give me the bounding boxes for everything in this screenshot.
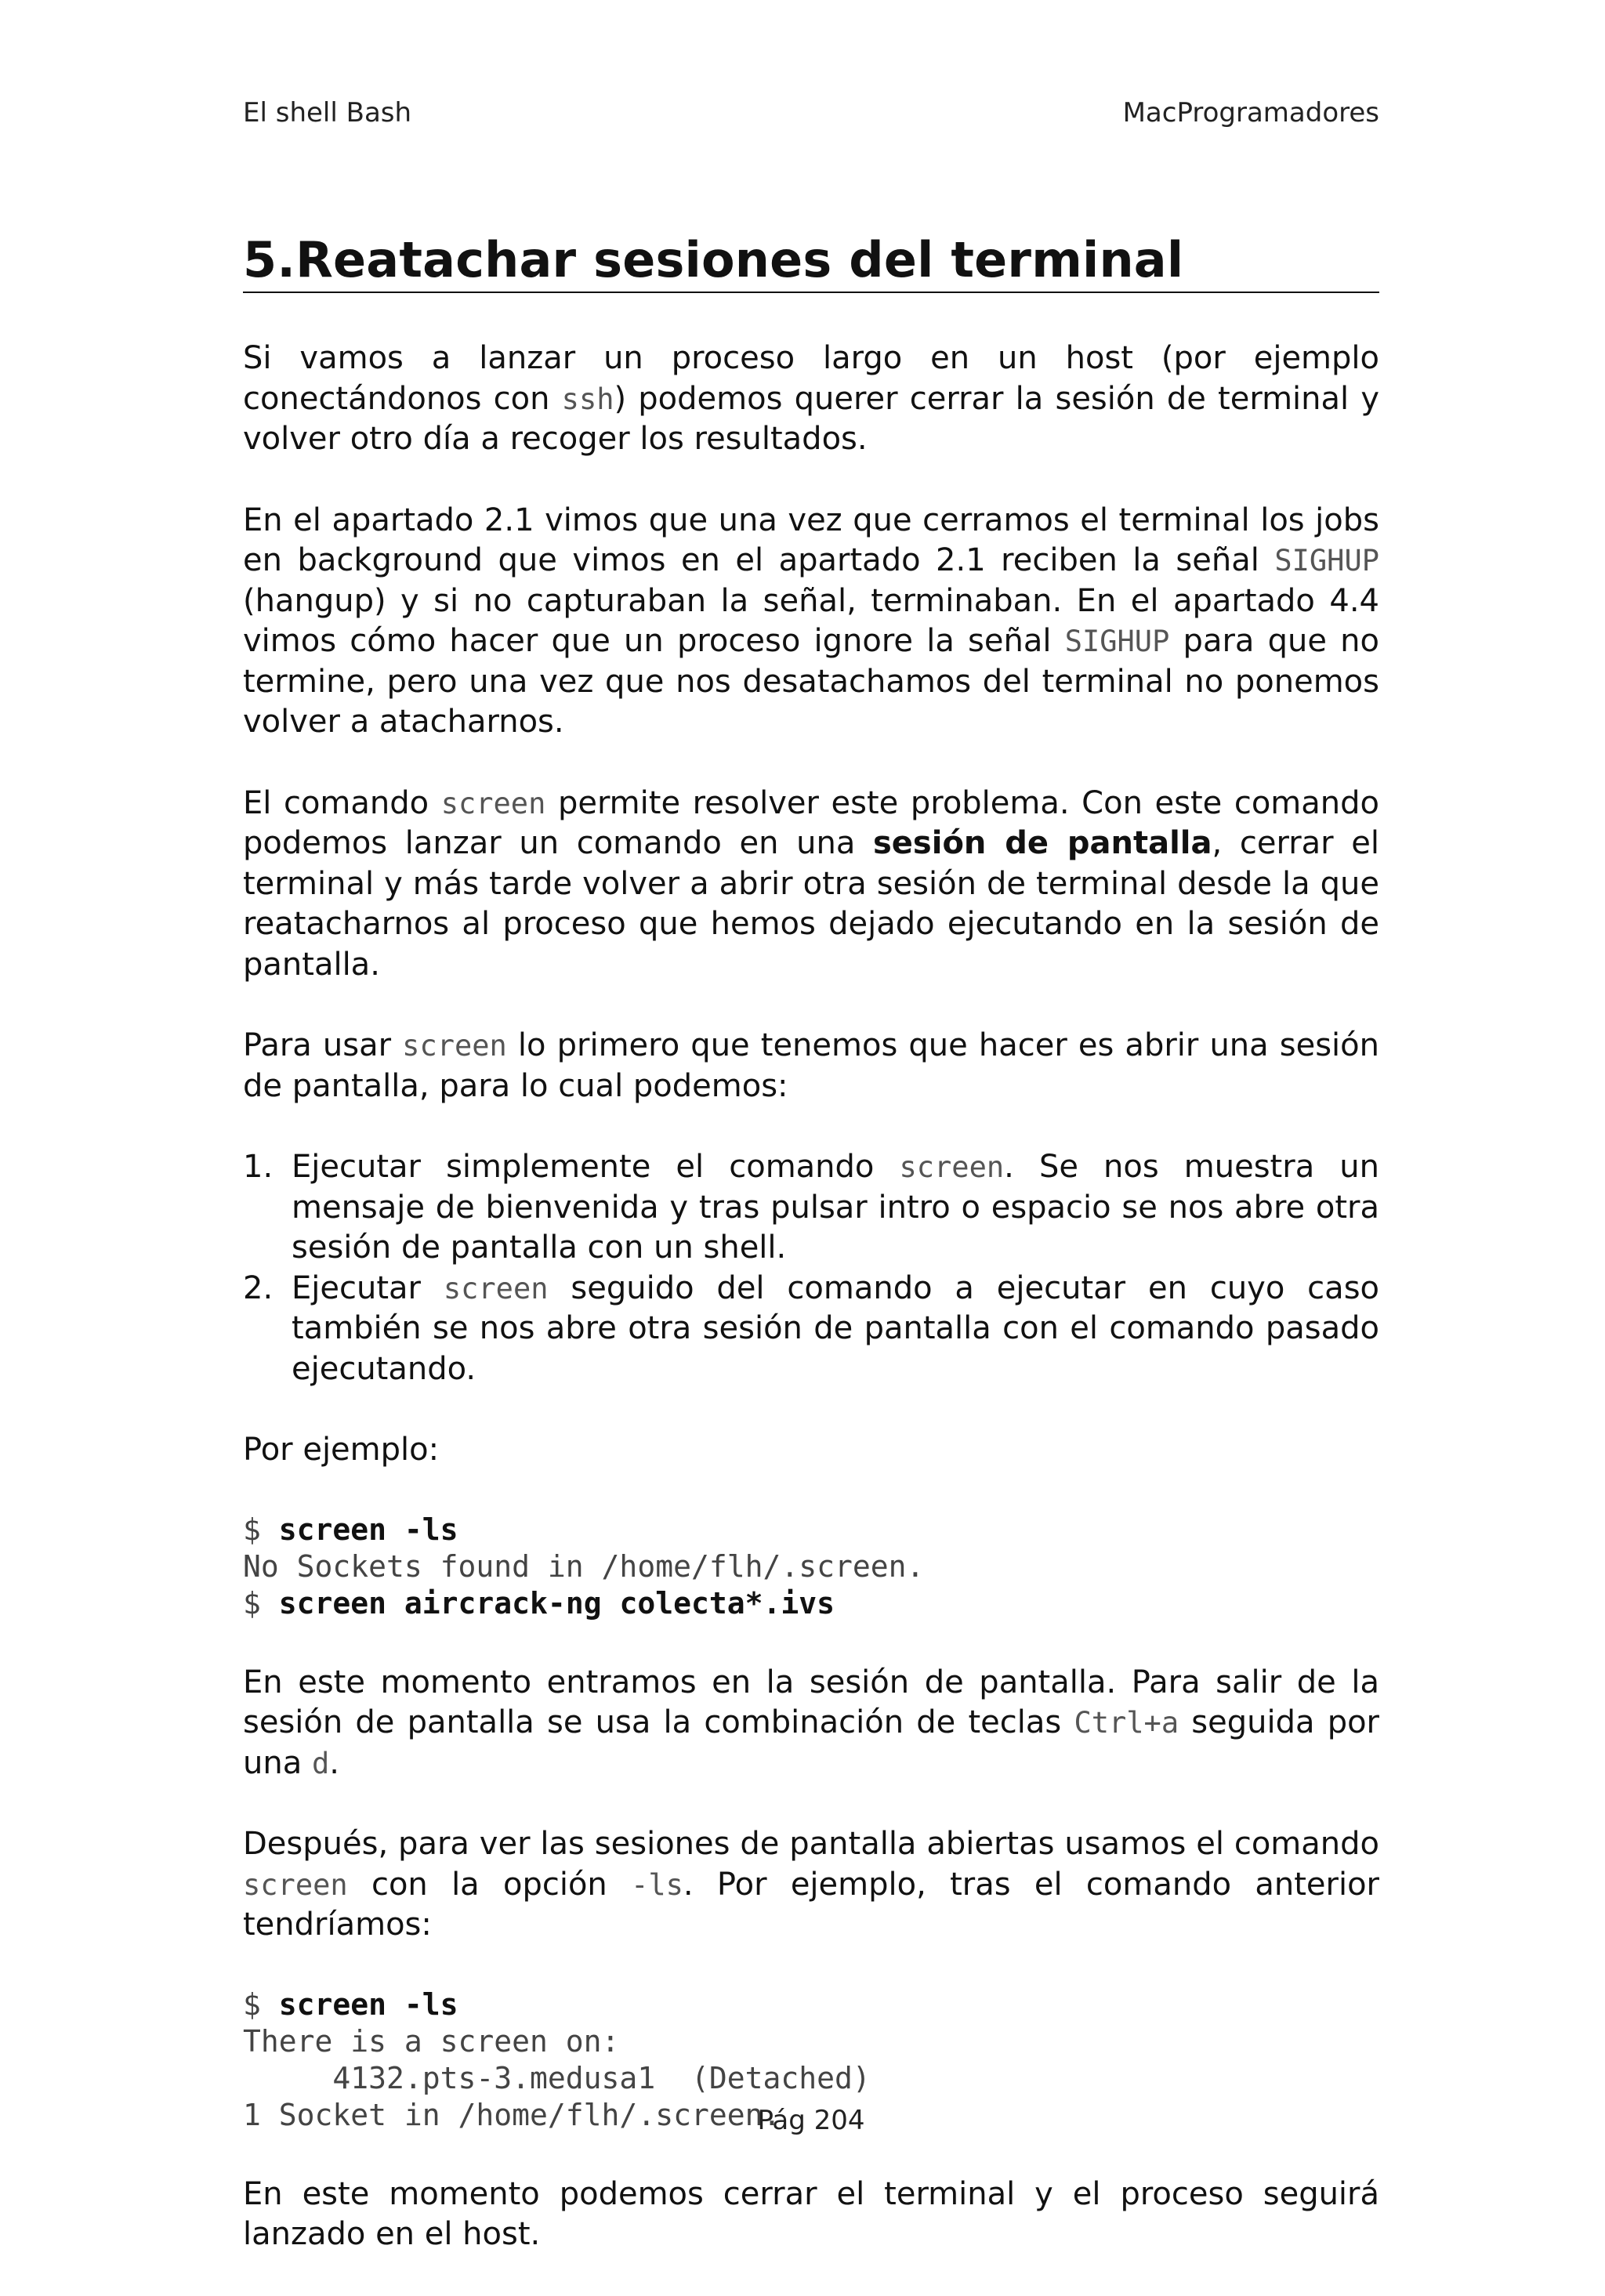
text: Ejecutar simplemente el comando (292, 1149, 900, 1185)
text: lo primero que tenemos que hacer es abrir una sesión de pantalla, para lo cual podemos: (243, 1027, 1379, 1104)
paragraph-1 (243, 339, 1379, 460)
paragraph-8: En este momento podemos cerrar el terminal y el proceso seguirá lanzado en el host. (243, 2175, 1379, 2252)
paragraph-2 (243, 501, 1379, 743)
text: . (329, 1744, 339, 1781)
text: Después, para ver las sesiones de pantalla abiertas usamos el comando (243, 1826, 1379, 1862)
prompt: $ (243, 1986, 279, 2022)
text: . Se nos muestra un mensaje de bienvenida y tras pulsar intro o espacio se nos abre otra sesión de pantalla con un shell. (292, 1149, 1379, 1266)
header-right: MacProgramadores (1122, 97, 1379, 129)
inline-code: screen (443, 1271, 549, 1306)
text: (hangup) y si no capturaban la señal, terminaban. En el apartado 4.4 vimos cómo hacer que un proceso ignore la señal (243, 582, 1379, 659)
paragraph-5: Por ejemplo: (243, 1432, 440, 1468)
text: , cerrar el terminal y más tarde volver a abrir otra sesión de terminal desde la que reatacharnos al proceso que hemos dejado ejecutando en la sesión de pantalla. (243, 825, 1379, 983)
text: El comando (243, 784, 441, 821)
inline-code: Ctrl+a (1074, 1706, 1179, 1740)
page-header (243, 97, 1379, 129)
paragraph-6 (243, 1663, 1379, 1784)
text: permite resolver este problema. Con este comando podemos lanzar un comando en una (243, 784, 1379, 861)
text: seguido del comando a ejecutar en cuyo caso también se nos abre otra sesión de pantalla con el comando pasado ejecutando. (292, 1269, 1380, 1387)
text: seguida por una (243, 1704, 1379, 1781)
header-left: El shell Bash (243, 97, 412, 129)
prompt: $ (243, 1585, 279, 1621)
inline-code: screen (243, 1867, 348, 1902)
list-item (243, 1147, 1379, 1269)
text: En este momento entramos en la sesión de pantalla. Para salir de la sesión de pantalla se usa la combinación de teclas (243, 1664, 1379, 1740)
text: Para usar (243, 1027, 403, 1063)
inline-code: ssh (561, 382, 614, 416)
output: 1 Socket in /home/flh/.screen. (243, 2097, 781, 2132)
output: No Sockets found in /home/flh/.screen. (243, 1548, 925, 1584)
paragraph-7 (243, 1824, 1379, 1946)
paragraph-4 (243, 1026, 1379, 1106)
text: Ejecutar (292, 1269, 444, 1306)
text: Si vamos a lanzar un proceso largo en un host (por ejemplo conectándonos con (243, 340, 1379, 417)
inline-code: screen (899, 1150, 1005, 1184)
prompt: $ (243, 1512, 279, 1547)
page-content (243, 339, 1379, 2296)
section-title: 5.Reatachar sesiones del terminal (243, 230, 1379, 293)
bold-term: sesión de pantalla (872, 825, 1212, 861)
list-number: 2. (243, 1269, 274, 1306)
inline-code: screen (440, 786, 546, 820)
list-item (243, 1269, 1379, 1390)
text: . Por ejemplo, tras el comando anterior tendríamos: (243, 1866, 1379, 1943)
output: 4132.pts-3.medusa1 (Detached) (243, 2060, 871, 2095)
inline-code: SIGHUP (1064, 625, 1170, 658)
text: para que no termine, pero una vez que nos desatachamos del terminal no ponemos volver a atacharnos. (243, 623, 1379, 740)
inline-code: -ls (631, 1867, 683, 1902)
command: screen aircrack-ng colecta*.ivs (278, 1585, 835, 1621)
list-number: 1. (243, 1149, 274, 1185)
numbered-list (243, 1147, 1379, 1389)
paragraph-3 (243, 784, 1379, 986)
command: screen -ls (278, 1986, 458, 2022)
command: screen -ls (278, 1512, 458, 1547)
inline-code: d (311, 1746, 330, 1780)
inline-code: SIGHUP (1274, 544, 1379, 578)
text: con la opción (347, 1866, 632, 1903)
code-block-1 (243, 1512, 1379, 1622)
text: ) podemos querer cerrar la sesión de terminal y volver otro día a recoger los resultados. (243, 380, 1379, 457)
text: En el apartado 2.1 vimos que una vez que cerramos el terminal los jobs en background que vimos en el apartado 2.1 reciben la señal (243, 502, 1379, 578)
output: There is a screen on: (243, 2023, 620, 2059)
page-footer: Pág 204 (757, 2105, 865, 2136)
inline-code: screen (402, 1029, 507, 1063)
